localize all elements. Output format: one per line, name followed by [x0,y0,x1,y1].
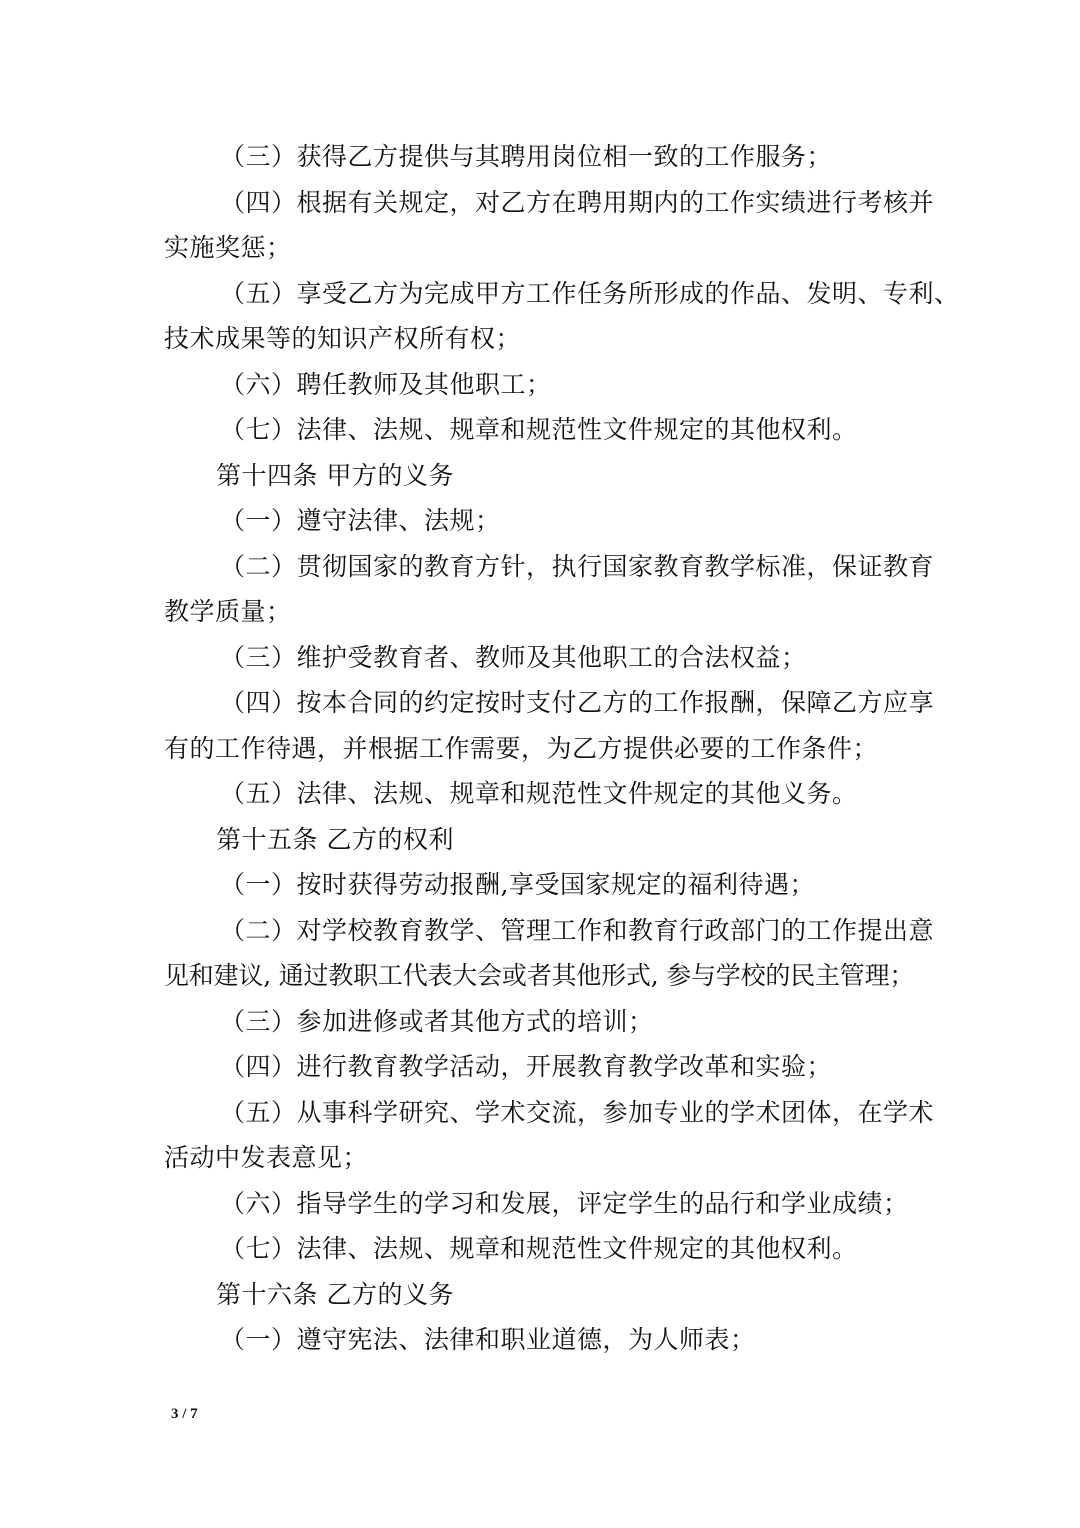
text-line-27: （一）遵守宪法、法律和职业道德，为人师表； [220,1325,756,1354]
text-line-19: 见和建议, 通过教职工代表大会或者其他形式, 参与学校的民主管理； [164,961,915,990]
page-number: 3 / 7 [171,1406,198,1422]
text-line-24: （六）指导学生的学习和发展，评定学生的品行和学业成绩； [220,1189,909,1218]
article-heading-15: 第十五条 乙方的权利 [216,825,454,854]
text-line-6: （六）聘任教师及其他职工； [220,370,552,399]
text-line-20: （三）参加进修或者其他方式的培训； [220,1007,654,1036]
text-line-5: 技术成果等的知识产权所有权； [164,324,522,353]
text-line-21: （四）进行教育教学活动，开展教育教学改革和实验； [220,1052,833,1081]
text-line-9: （一）遵守法律、法规； [220,506,501,535]
text-line-1: （三）获得乙方提供与其聘用岗位相一致的工作服务； [220,142,833,171]
text-line-23: 活动中发表意见； [164,1143,369,1172]
text-line-17: （一）按时获得劳动报酬,享受国家规定的福利待遇； [220,870,815,899]
article-heading-14: 第十四条 甲方的义务 [216,461,454,490]
text-line-10: （二）贯彻国家的教育方针，执行国家教育教学标准，保证教育 [220,552,935,581]
text-line-14: 有的工作待遇，并根据工作需要，为乙方提供必要的工作条件； [164,734,879,763]
text-line-3: 实施奖惩； [164,233,292,262]
text-line-13: （四）按本合同的约定按时支付乙方的工作报酬，保障乙方应享 [220,688,935,717]
text-line-18: （二）对学校教育教学、管理工作和教育行政部门的工作提出意 [220,916,935,945]
text-line-11: 教学质量； [164,597,292,626]
text-line-2: （四）根据有关规定，对乙方在聘用期内的工作实绩进行考核并 [220,188,935,217]
text-line-7: （七）法律、法规、规章和规范性文件规定的其他权利。 [220,415,858,444]
text-line-12: （三）维护受教育者、教师及其他职工的合法权益； [220,643,807,672]
text-line-25: （七）法律、法规、规章和规范性文件规定的其他权利。 [220,1234,858,1263]
text-line-22: （五）从事科学研究、学术交流，参加专业的学术团体，在学术 [220,1098,935,1127]
article-heading-16: 第十六条 乙方的义务 [216,1280,454,1309]
text-line-15: （五）法律、法规、规章和规范性文件规定的其他义务。 [220,779,858,808]
text-line-4: （五）享受乙方为完成甲方工作任务所形成的作品、发明、专利、 [220,279,960,308]
